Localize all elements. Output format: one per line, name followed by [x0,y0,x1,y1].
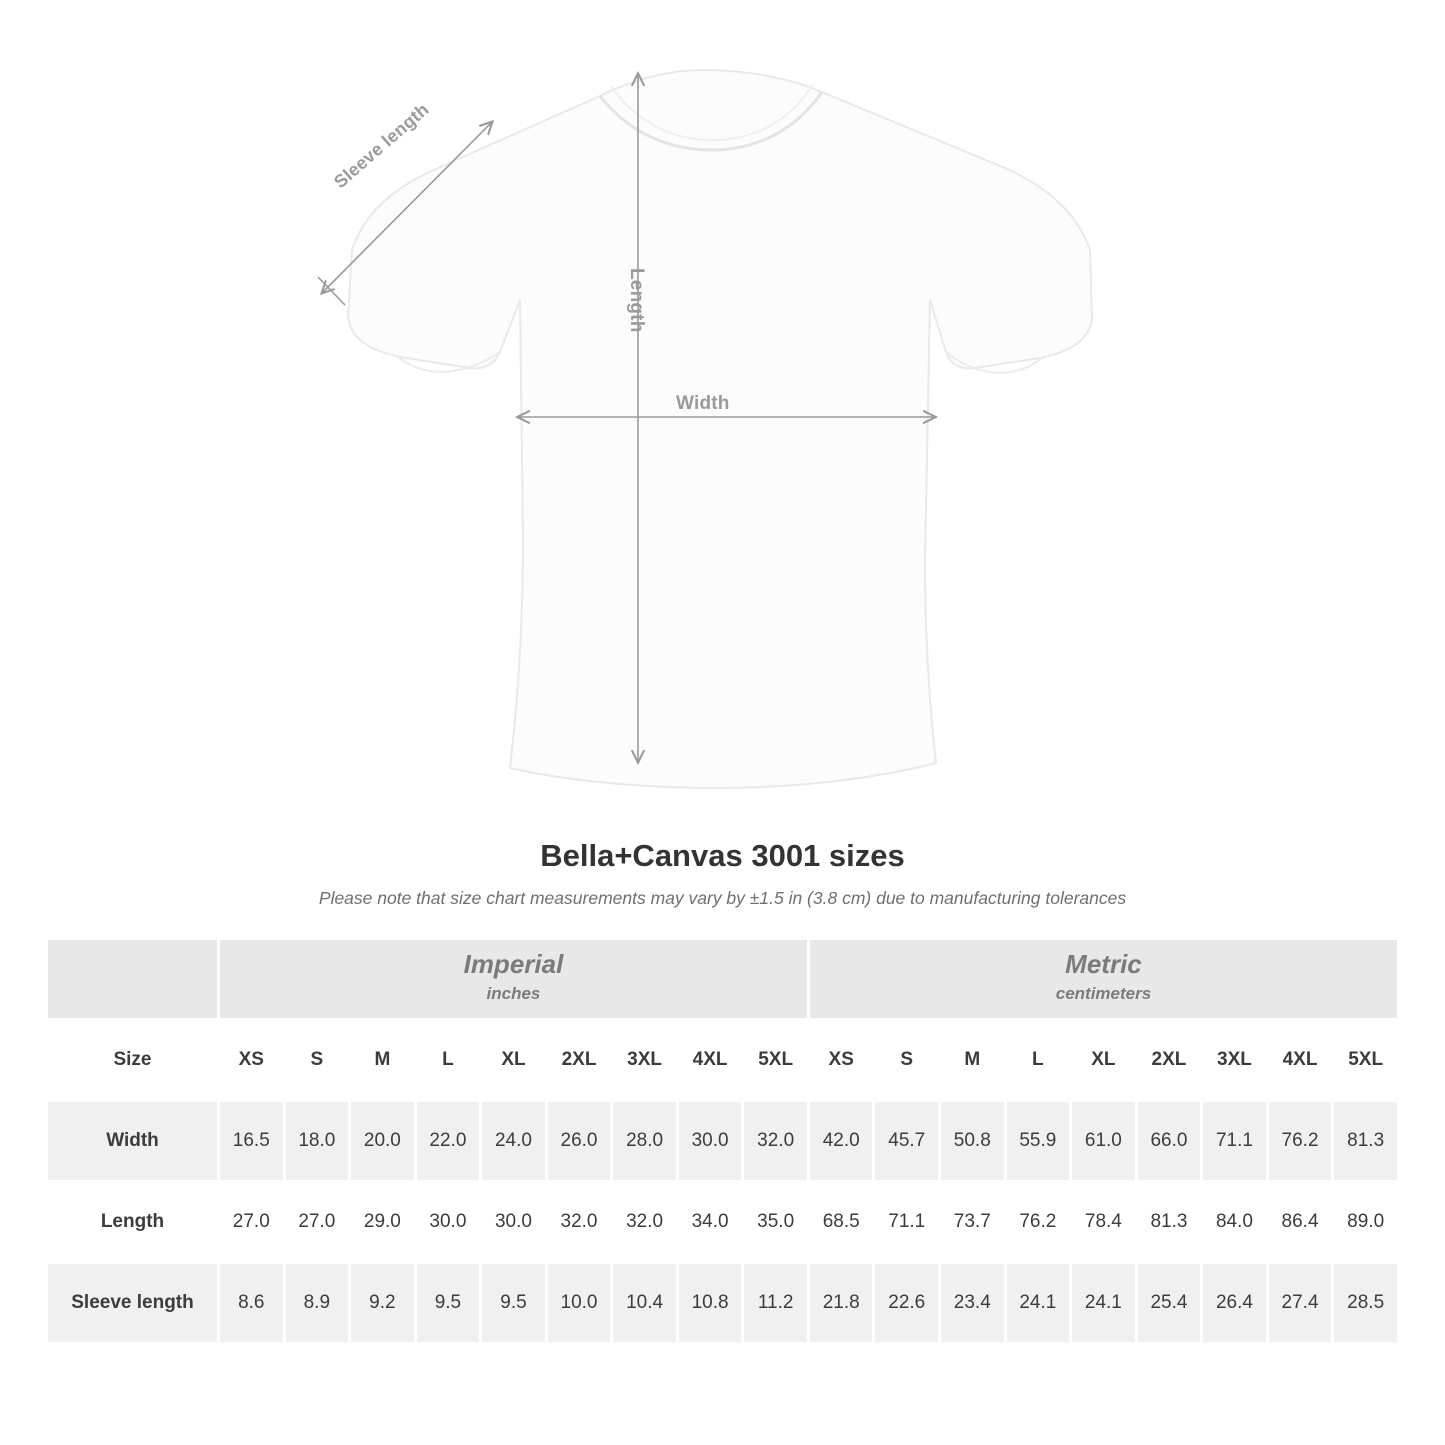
size-chart-table [45,937,1400,1345]
unit-group-metric-sub: centimeters [1055,984,1152,1004]
size-header-cell: 3XL [1202,1020,1268,1101]
size-header-cell: S [874,1020,940,1101]
cell: 71.1 [874,1182,940,1263]
cell: 68.5 [808,1182,874,1263]
cell: 73.7 [940,1182,1006,1263]
cell: 10.0 [546,1263,612,1344]
cell: 9.5 [415,1263,481,1344]
cell: 9.2 [350,1263,416,1344]
size-header-cell: 2XL [1136,1020,1202,1101]
cell: 76.2 [1005,1182,1071,1263]
size-header-cell: 4XL [1267,1020,1333,1101]
size-header-cell: 4XL [677,1020,743,1101]
size-header-cell: L [415,1020,481,1101]
cell: 89.0 [1333,1182,1399,1263]
cell: 28.0 [612,1101,678,1182]
cell: 20.0 [350,1101,416,1182]
row-label-width: Width [47,1101,219,1182]
cell: 18.0 [284,1101,350,1182]
table-row [47,1182,1399,1263]
cell: 30.0 [415,1182,481,1263]
cell: 24.0 [481,1101,547,1182]
cell: 32.0 [546,1182,612,1263]
width-label: Width [676,393,730,414]
cell: 24.1 [1071,1263,1137,1344]
cell: 11.2 [743,1263,809,1344]
cell: 21.8 [808,1263,874,1344]
size-header-cell: XS [219,1020,285,1101]
cell: 27.4 [1267,1263,1333,1344]
cell: 24.1 [1005,1263,1071,1344]
cell: 50.8 [940,1101,1006,1182]
size-header-label: Size [47,1020,219,1101]
cell: 42.0 [808,1101,874,1182]
cell: 30.0 [677,1101,743,1182]
cell: 30.0 [481,1182,547,1263]
cell: 26.0 [546,1101,612,1182]
cell: 26.4 [1202,1263,1268,1344]
cell: 28.5 [1333,1263,1399,1344]
cell: 84.0 [1202,1182,1268,1263]
size-header-cell: M [940,1020,1006,1101]
chart-title-block [0,838,1445,909]
row-label-length: Length [47,1182,219,1263]
cell: 10.8 [677,1263,743,1344]
size-header-cell: S [284,1020,350,1101]
size-chart-table-wrap [45,937,1400,1345]
cell: 45.7 [874,1101,940,1182]
cell: 35.0 [743,1182,809,1263]
page-title: Bella+Canvas 3001 sizes [540,838,905,873]
size-header-cell: 5XL [743,1020,809,1101]
unit-group-metric [808,939,1398,1020]
size-header-cell: XL [1071,1020,1137,1101]
cell: 55.9 [1005,1101,1071,1182]
cell: 78.4 [1071,1182,1137,1263]
unit-group-imperial-sub: inches [486,984,541,1004]
cell: 29.0 [350,1182,416,1263]
size-header-row [47,1020,1399,1101]
cell: 81.3 [1136,1182,1202,1263]
size-header-cell: 5XL [1333,1020,1399,1101]
sleeve-length-label: Sleeve length [330,99,433,193]
cell: 32.0 [743,1101,809,1182]
size-header-cell: 2XL [546,1020,612,1101]
size-header-cell: 3XL [612,1020,678,1101]
cell: 86.4 [1267,1182,1333,1263]
size-header-cell: XS [808,1020,874,1101]
cell: 27.0 [284,1182,350,1263]
unit-corner-blank [47,939,219,1020]
table-row [47,1263,1399,1344]
cell: 66.0 [1136,1101,1202,1182]
cell: 61.0 [1071,1101,1137,1182]
cell: 25.4 [1136,1263,1202,1344]
unit-group-imperial [219,939,809,1020]
cell: 34.0 [677,1182,743,1263]
shirt-shape [348,70,1092,788]
unit-group-metric-name: Metric [1065,949,1142,980]
cell: 8.9 [284,1263,350,1344]
cell: 23.4 [940,1263,1006,1344]
table-row [47,1101,1399,1182]
cell: 22.0 [415,1101,481,1182]
cell: 8.6 [219,1263,285,1344]
size-header-cell: XL [481,1020,547,1101]
cell: 10.4 [612,1263,678,1344]
cell: 16.5 [219,1101,285,1182]
cell: 76.2 [1267,1101,1333,1182]
cell: 27.0 [219,1182,285,1263]
tolerance-note: Please note that size chart measurements may vary by ±1.5 in (3.8 cm) due to manufacturing tolerances [318,888,1127,908]
cell: 32.0 [612,1182,678,1263]
cell: 81.3 [1333,1101,1399,1182]
unit-group-imperial-name: Imperial [463,949,564,980]
length-label: Length [626,268,647,333]
row-label-sleeve-length: Sleeve length [47,1263,219,1344]
size-header-cell: L [1005,1020,1071,1101]
cell: 22.6 [874,1263,940,1344]
cell: 9.5 [481,1263,547,1344]
size-header-cell: M [350,1020,416,1101]
cell: 71.1 [1202,1101,1268,1182]
unit-group-row [47,939,1399,1020]
